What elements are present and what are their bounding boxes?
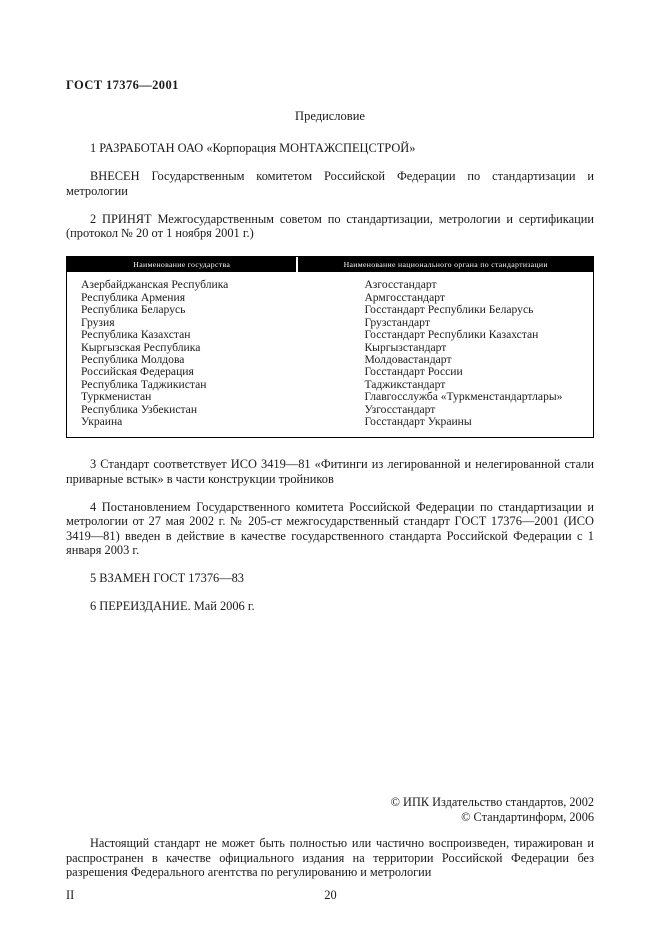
cell-country: Украина — [81, 414, 123, 428]
cell-country: Азербайджанская Республика — [81, 278, 229, 292]
standards-table — [66, 256, 594, 438]
cell-country: Республика Казахстан — [81, 328, 191, 342]
cell-agency: Армгосстандарт — [364, 290, 445, 304]
cell-agency: Госстандарт России — [364, 365, 463, 379]
copyright-line-2: © Стандартинформ, 2006 — [461, 809, 594, 824]
table-header-country: Наименование государства — [67, 257, 298, 272]
copyright-block — [391, 795, 594, 824]
cell-country: Туркменистан — [81, 390, 152, 404]
cell-agency: Узгосстандарт — [364, 402, 436, 416]
cell-agency: Таджикстандарт — [364, 377, 446, 391]
cell-agency: Азгосстандарт — [364, 278, 437, 292]
page-title: Предисловие — [295, 109, 365, 123]
paragraph-1b: ВНЕСЕН Государственным комитетом Российской Федерации по стандартизации и метрологии — [66, 169, 594, 198]
copyright-line-1: © ИПК Издательство стандартов, 2002 — [390, 795, 594, 809]
cell-country: Кыргызская Республика — [81, 340, 201, 354]
cell-country: Республика Молдова — [81, 352, 185, 366]
page-footer — [0, 888, 661, 904]
paragraph-2: 2 ПРИНЯТ Межгосударственным советом по стандартизации, метрологии и сертификации (протокол № 20 от 1 ноября 2001 г.) — [66, 211, 594, 241]
cell-country: Грузия — [81, 315, 115, 329]
standards-table-head — [67, 257, 593, 272]
cell-country: Российская Федерация — [81, 365, 194, 379]
table-header-agency: Наименование национального органа по стандартизации — [298, 257, 593, 272]
cell-country: Республика Беларусь — [81, 303, 186, 317]
cell-agency: Кыргызстандарт — [364, 340, 447, 354]
cell-country: Республика Армения — [81, 290, 186, 304]
page-content — [66, 78, 594, 614]
cell-agency: Госстандарт Украины — [364, 414, 472, 428]
cell-agency: Госстандарт Республики Казахстан — [364, 328, 539, 342]
cell-agency: Молдовастандарт — [364, 352, 452, 366]
table-row — [67, 404, 593, 416]
paragraph-6: 6 ПЕРЕИЗДАНИЕ. Май 2006 г. — [90, 599, 255, 614]
table-row — [67, 304, 593, 316]
page-roman-numeral: II — [66, 888, 75, 902]
cell-country: Республика Таджикистан — [81, 377, 207, 391]
cell-agency: Главгосслужба «Туркменстандартлары» — [364, 390, 563, 404]
paragraph-5: 5 ВЗАМЕН ГОСТ 17376—83 — [90, 571, 244, 586]
table-row — [67, 272, 593, 291]
table-row — [67, 391, 593, 403]
table-header-row — [67, 257, 593, 272]
cell-agency: Грузстандарт — [364, 315, 430, 329]
standards-table-body — [67, 272, 593, 437]
paragraph-3: 3 Стандарт соответствует ИСО 3419—81 «Фитинги из легированной и нелегированной стали приварные встык» в части конструкции тройников — [66, 457, 594, 486]
footer-note: Настоящий стандарт не может быть полностью или частично воспроизведен, тиражирован и распространен в качестве официального издания на территории Российской Федерации без разрешения Федерального агентства по регулированию и метрологии — [66, 836, 594, 880]
table-row — [67, 416, 593, 437]
doc-code: ГОСТ 17376—2001 — [66, 78, 179, 92]
table-row — [67, 329, 593, 341]
paragraph-4: 4 Постановлением Государственного комитета Российской Федерации по стандартизации и метрологии от 27 мая 2002 г. № 205-ст межгосударственный стандарт ГОСТ 17376—2001 (ИСО 3419—81) введен в действие в качестве государственного стандарта Российской Федерации с 1 января 2003 г. — [66, 499, 594, 557]
page-number: 20 — [324, 888, 337, 902]
paragraph-1: 1 РАЗРАБОТАН ОАО «Корпорация МОНТАЖСПЕЦСТРОЙ» — [90, 141, 416, 155]
cell-agency: Госстандарт Республики Беларусь — [364, 303, 534, 317]
table-row — [67, 366, 593, 378]
cell-country: Республика Узбекистан — [81, 402, 198, 416]
